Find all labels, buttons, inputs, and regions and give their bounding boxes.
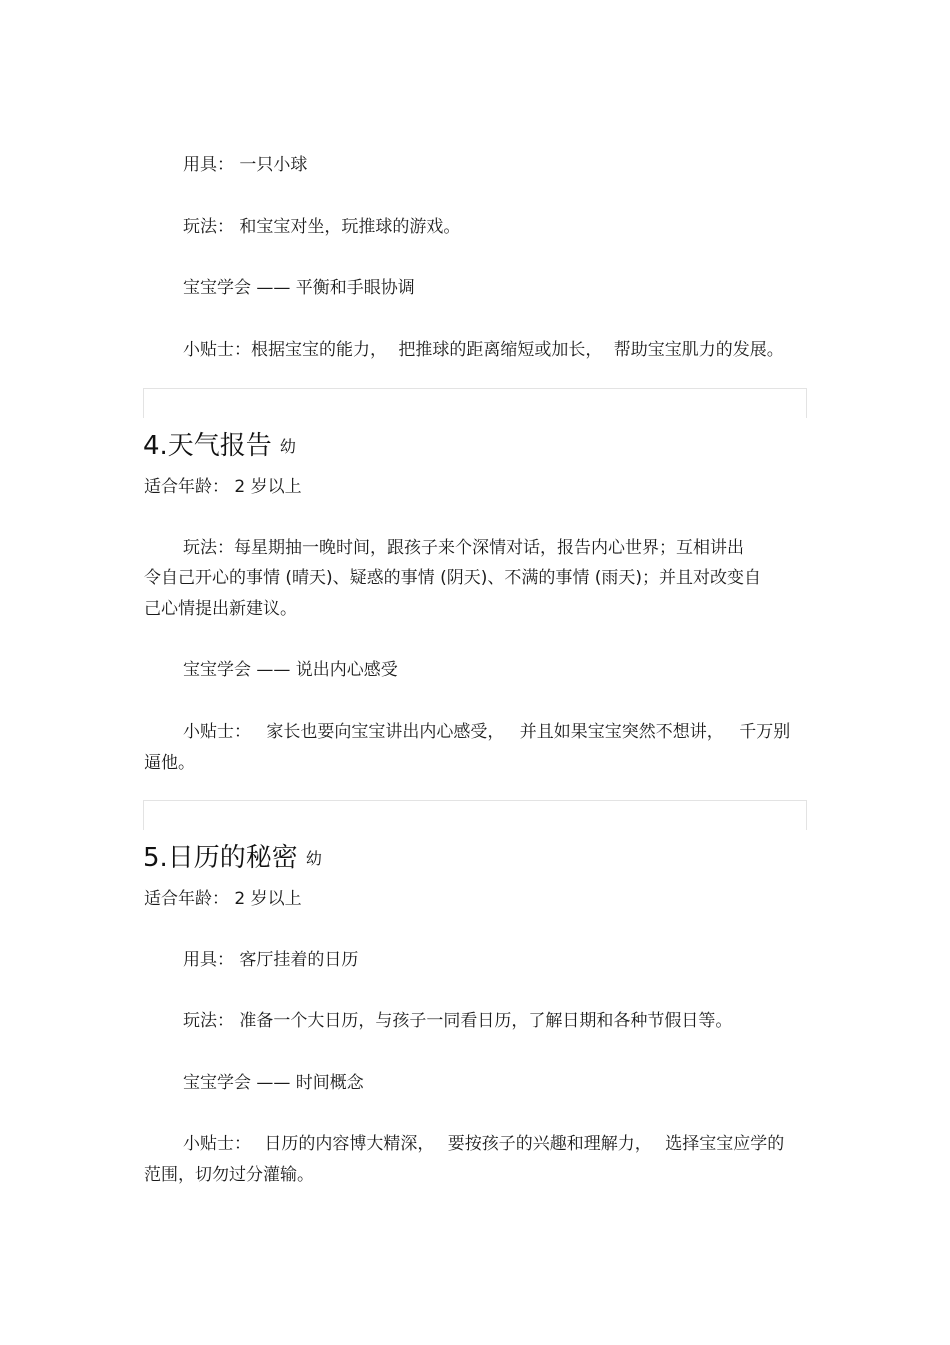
learn-line: 宝宝学会 —— 平衡和手眼协调 [183,278,415,298]
play-line: 己心情提出新建议。 [144,599,297,619]
section-heading [143,431,296,462]
section-divider [143,800,807,830]
section-title: 5.日历的秘密 [143,843,298,873]
tip-line: 范围，切勿过分灌输。 [144,1165,314,1185]
play-line: 令自己开心的事情 (晴天)、疑惑的事情 (阴天)、不满的事情 (雨天)；并且对改变自 [144,568,762,588]
play-line: 玩法： 准备一个大日历，与孩子一同看日历，了解日期和各种节假日等。 [183,1011,733,1031]
section-title: 4.天气报告 [143,431,272,461]
age-tag: 幼 [305,849,322,868]
learn-line: 宝宝学会 —— 时间概念 [183,1073,364,1093]
age-line: 适合年龄： 2 岁以上 [144,889,302,909]
section-heading [143,843,322,874]
tools-line: 用具： 客厅挂着的日历 [183,950,359,970]
tip-line: 小贴士： 家长也要向宝宝讲出内心感受， 并且如果宝宝突然不想讲， 千万别 [183,722,791,742]
tip-line: 小贴士：根据宝宝的能力， 把推球的距离缩短或加长， 帮助宝宝肌力的发展。 [183,340,784,360]
section-divider [143,388,807,418]
learn-line: 宝宝学会 —— 说出内心感受 [183,660,398,680]
tools-line: 用具： 一只小球 [183,155,308,175]
play-line: 玩法： 和宝宝对坐，玩推球的游戏。 [183,217,461,237]
tip-line: 小贴士： 日历的内容博大精深， 要按孩子的兴趣和理解力， 选择宝宝应学的 [183,1134,785,1154]
age-line: 适合年龄： 2 岁以上 [144,477,302,497]
tip-line: 逼他。 [144,753,195,773]
play-line: 玩法：每星期抽一晚时间，跟孩子来个深情对话，报告内心世界；互相讲出 [183,538,744,558]
age-tag: 幼 [279,437,296,456]
